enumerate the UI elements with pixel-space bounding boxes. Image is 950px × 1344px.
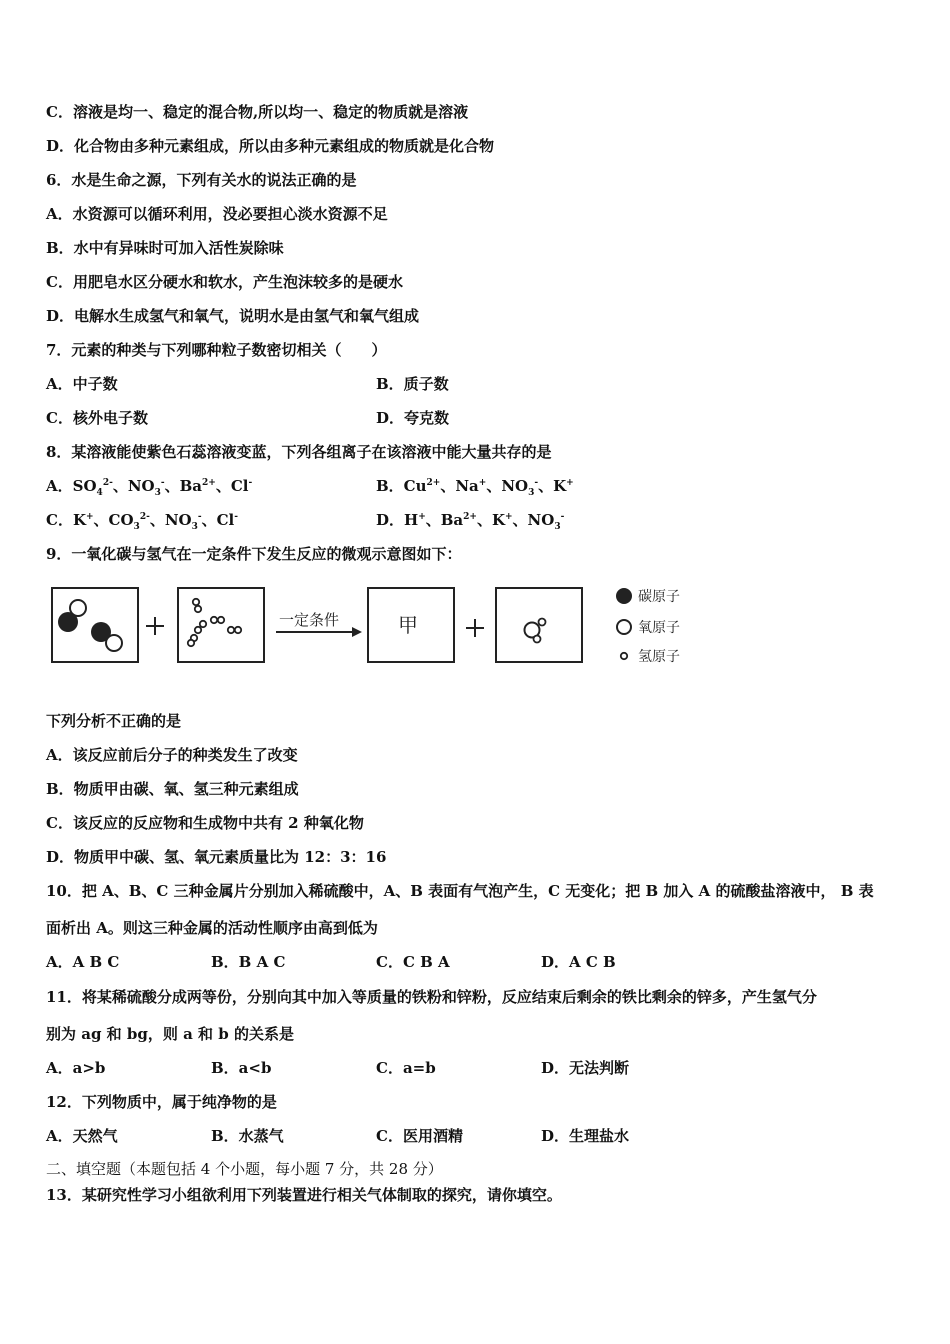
q12-option-c: C．医用酒精 — [376, 1127, 463, 1145]
q10-option-a: A．A B C — [46, 953, 120, 971]
q10-option-b: B．B A C — [211, 953, 286, 971]
plus-sign-2 — [466, 619, 484, 637]
q5-option-c: C．溶液是均一、稳定的混合物,所以均一、稳定的物质就是溶液 — [46, 103, 469, 121]
box-h2 — [178, 588, 264, 662]
arrow-head — [352, 627, 362, 637]
q8-option-b: B．$Cu^{2+}$、Na+、$NO_3^-$、K+ — [376, 477, 574, 498]
legend-oxygen-label: 氧原子 — [638, 620, 680, 636]
q11-stem-line1: 11．将某稀硫酸分成两等份，分别向其中加入等质量的铁粉和锌粉，反应结束后剩余的铁比剩余的锌多，产生氢气分 — [46, 988, 817, 1006]
q8-option-c: C．K+、$CO_3^{2-}$、$NO_3^-$、Cl- — [46, 511, 238, 532]
q12-option-a: A．天然气 — [46, 1127, 118, 1145]
q6-option-c: C．用肥皂水区分硬水和软水，产生泡沫较多的是硬水 — [46, 273, 403, 291]
q10-stem-line2: 面析出 A。则这三种金属的活动性顺序由高到低为 — [46, 919, 378, 937]
q10-options — [46, 952, 706, 972]
q7-options-row1 — [46, 374, 846, 394]
q11-stem-line2: 别为 ag 和 bg，则 a 和 b 的关系是 — [46, 1025, 294, 1043]
q11-option-a: A．a>b — [46, 1059, 106, 1077]
q6-stem: 6．水是生命之源，下列有关水的说法正确的是 — [46, 171, 357, 189]
q9-option-c: C．该反应的反应物和生成物中共有 2 种氧化物 — [46, 814, 364, 832]
q11-options — [46, 1058, 706, 1078]
co-carbon-1 — [58, 612, 78, 632]
q6-option-d: D．电解水生成氢气和氧气，说明水是由氢气和氧气组成 — [46, 307, 420, 325]
co-oxygen-2 — [106, 635, 122, 651]
legend-carbon-icon — [616, 588, 632, 604]
q11-option-c: C．a=b — [376, 1059, 436, 1077]
q8-options-row2 — [46, 510, 846, 530]
box-jia-label: 甲 — [398, 613, 418, 637]
q7-option-b: B．质子数 — [376, 375, 449, 393]
water-hydrogen-1 — [539, 619, 546, 626]
water-hydrogen-2 — [534, 636, 541, 643]
plus-sign-1 — [146, 617, 164, 635]
q12-stem: 12．下列物质中，属于纯净物的是 — [46, 1093, 277, 1111]
q11-option-b: B．a<b — [211, 1059, 272, 1077]
q10-option-d: D．A C B — [541, 953, 616, 971]
q10-option-c: C．C B A — [376, 953, 450, 971]
q12-option-b: B．水蒸气 — [211, 1127, 284, 1145]
q8-options-row1 — [46, 476, 846, 496]
q7-options-row2 — [46, 408, 846, 428]
q7-option-d: D．夸克数 — [376, 409, 450, 427]
section-2-heading: 二、填空题（本题包括 4 个小题，每小题 7 分，共 28 分） — [46, 1160, 443, 1178]
q8-stem: 8．某溶液能使紫色石蕊溶液变蓝，下列各组离子在该溶液中能大量共存的是 — [46, 443, 552, 461]
arrow-label: 一定条件 — [279, 611, 340, 629]
q6-option-a: A．水资源可以循环利用，没必要担心淡水资源不足 — [46, 205, 388, 223]
legend-hydrogen-label: 氢原子 — [638, 649, 680, 665]
q9-option-b: B．物质甲由碳、氧、氢三种元素组成 — [46, 780, 299, 798]
legend-oxygen-icon — [617, 620, 631, 634]
q10-stem-line1: 10．把 A、B、C 三种金属片分别加入稀硫酸中，A、B 表面有气泡产生，C 无变化；把 B 加入 A 的硫酸盐溶液中， B 表 — [46, 882, 874, 900]
q9-option-d: D．物质甲中碳、氢、氧元素质量比为 12：3：16 — [46, 848, 387, 866]
q7-option-c: C．核外电子数 — [46, 409, 148, 427]
q6-option-b: B．水中有异味时可加入活性炭除味 — [46, 239, 284, 257]
q13-stem: 13．某研究性学习小组欲利用下列装置进行相关气体制取的探究，请你填空。 — [46, 1186, 562, 1204]
q12-options — [46, 1126, 706, 1146]
q8-option-a: A．$SO_4^{2-}$、$NO_3^-$、$Ba^{2+}$、Cl- — [46, 477, 253, 498]
q5-option-d: D．化合物由多种元素组成，所以由多种元素组成的物质就是化合物 — [46, 137, 495, 155]
q7-option-a: A．中子数 — [46, 375, 118, 393]
q12-option-d: D．生理盐水 — [541, 1127, 630, 1145]
q11-option-d: D．无法判断 — [541, 1059, 630, 1077]
h2-molecules — [188, 599, 241, 646]
legend-hydrogen-icon — [621, 653, 627, 659]
legend-carbon-label: 碳原子 — [638, 589, 680, 605]
q9-option-a: A．该反应前后分子的种类发生了改变 — [46, 746, 298, 764]
reaction-diagram — [46, 580, 706, 680]
q9-question: 下列分析不正确的是 — [46, 712, 182, 730]
q9-stem: 9．一氧化碳与氢气在一定条件下发生反应的微观示意图如下： — [46, 545, 462, 563]
q8-option-d: D．H+、$Ba^{2+}$、K+、$NO_3^-$ — [376, 511, 565, 532]
q7-stem: 7．元素的种类与下列哪种粒子数密切相关（ ） — [46, 341, 387, 359]
